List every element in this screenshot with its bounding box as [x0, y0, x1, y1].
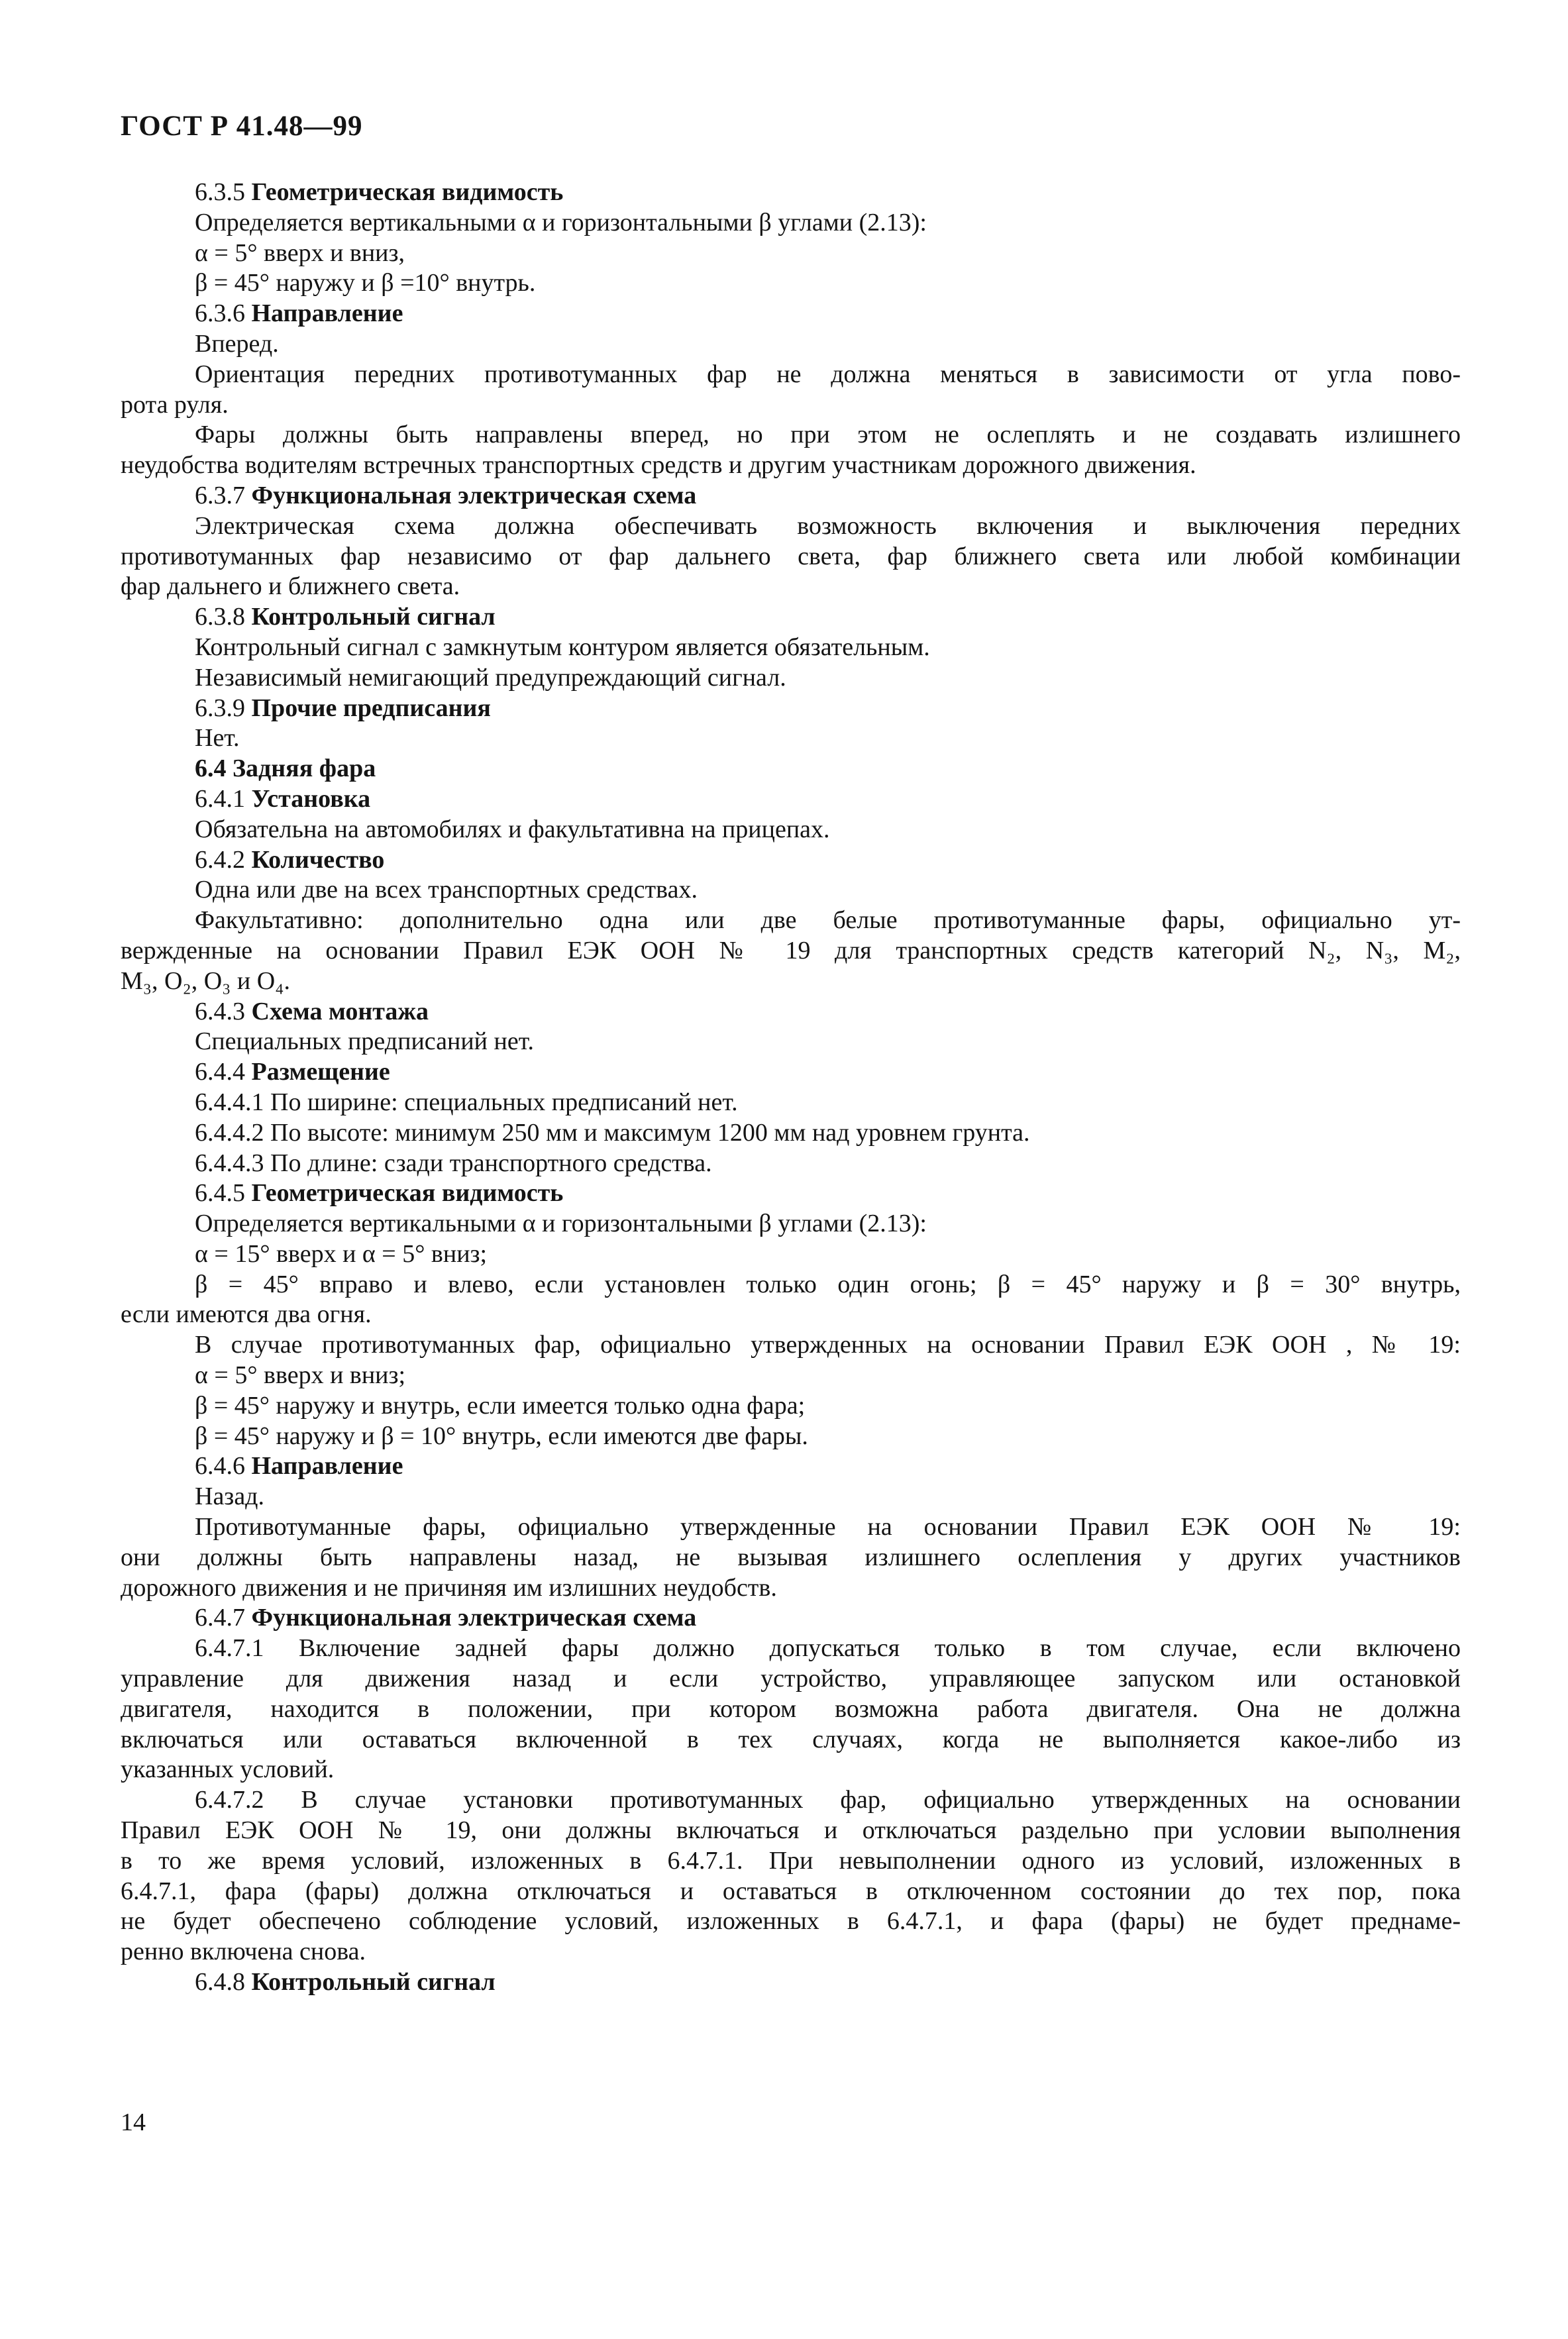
section-number: 6.4.4 [195, 1058, 245, 1086]
paragraph-line: управление для движения назад и если устройство, управляющее запуском или остановкой [121, 1665, 1461, 1693]
paragraph-line: дорожного движения и не причиняя им излишних неудобств. [121, 1573, 777, 1602]
paragraph-line: Правил ЕЭК ООН № 19, они должны включаться и отключаться раздельно при условии выполнения [121, 1816, 1461, 1845]
paragraph-line: Определяется вертикальными α и горизонтальными β углами (2.13): [195, 208, 927, 236]
section-heading [121, 602, 1461, 633]
paragraph-line: β = 45° наружу и внутрь, если имеется только одна фара; [195, 1391, 806, 1420]
section-number: 6.4.1 [195, 784, 245, 813]
paragraph-line: Фары должны быть направлены вперед, но при этом не ослеплять и не создавать излишнего [195, 421, 1461, 449]
section-title: Направление [251, 1452, 403, 1481]
section-number: 6.4.3 [195, 997, 245, 1025]
section-number: 6.3.6 [195, 299, 245, 328]
paragraph-line: Ориентация передних противотуманных фар не должна меняться в зависимости от угла пово- [195, 360, 1461, 388]
paragraph-line: Противотуманные фары, официально утвержденные на основании Правил ЕЭК ООН № 19: [195, 1513, 1461, 1541]
paragraph-line: Факультативно: дополнительно одна или две белые противотуманные фары, официально ут- [195, 906, 1461, 935]
section-number: 6.3.5 [195, 178, 245, 206]
section-heading [121, 1451, 1461, 1482]
paragraph-line: они должны быть направлены назад, не вызывая излишнего ослепления у других участников [121, 1543, 1461, 1571]
section-title: Прочие предписания [251, 694, 491, 722]
paragraph-line: Нет. [195, 724, 240, 753]
paragraph-line: 6.4.4.1 По ширине: специальных предписаний нет. [195, 1088, 738, 1116]
paragraph-line: 6.4.7.2 В случае установки противотуманных фар, официально утвержденных на основании [195, 1786, 1461, 1814]
paragraph-line: 6.4.4.2 По высоте: минимум 250 мм и максимум 1200 мм над уровнем грунта. [195, 1118, 1030, 1147]
paragraph-line: Назад. [195, 1482, 265, 1511]
paragraph-line: Электрическая схема должна обеспечивать возможность включения и выключения передних [195, 511, 1461, 540]
paragraph-line: если имеются два огня. [121, 1300, 372, 1329]
section-title: Функциональная электрическая схема [251, 481, 697, 509]
section-title: Геометрическая видимость [251, 1179, 564, 1208]
paragraph-line: Вперед. [195, 329, 279, 358]
paragraph-line: противотуманных фар независимо от фар дальнего света, фар ближнего света или любой комбинации [121, 542, 1461, 570]
paragraph-line: Контрольный сигнал с замкнутым контуром является обязательным. [195, 633, 930, 661]
section-title: Функциональная электрическая схема [251, 1604, 697, 1632]
paragraph-line: рота руля. [121, 390, 229, 419]
paragraph-line: α = 15° вверх и α = 5° вниз; [195, 1239, 488, 1268]
paragraph-line: не будет обеспечено соблюдение условий, изложенных в 6.4.7.1, и фара (фары) не будет преднаме- [121, 1907, 1461, 1936]
section-heading [121, 694, 1461, 724]
section-heading [121, 997, 1461, 1027]
paragraph-line: β = 45° вправо и влево, если установлен только один огонь; β = 45° наружу и β = 30° внутрь, [195, 1270, 1461, 1298]
section-heading: 6.4 Задняя фара [195, 754, 376, 783]
paragraph-line: неудобства водителям встречных транспортных средств и другим участникам дорожного движения. [121, 451, 1196, 480]
paragraph-line: в то же время условий, изложенных в 6.4.7.1. При невыполнении одного из условий, изложенных в [121, 1846, 1461, 1875]
section-heading [121, 784, 1461, 815]
paragraph-line: Обязательна на автомобилях и факультативна на прицепах. [195, 815, 830, 843]
page-number: 14 [121, 2108, 146, 2136]
section-number: 6.4.5 [195, 1179, 245, 1208]
document-header: ГОСТ Р 41.48—99 [121, 111, 363, 142]
section-number: 6.3.7 [195, 481, 245, 509]
section-heading [121, 845, 1461, 876]
paragraph-line: α = 5° вверх и вниз; [195, 1361, 406, 1390]
section-heading [121, 1178, 1461, 1209]
section-title: Контрольный сигнал [251, 1968, 496, 1997]
section-heading [121, 178, 1461, 208]
section-heading [121, 299, 1461, 329]
paragraph-line: Определяется вертикальными α и горизонтальными β углами (2.13): [195, 1210, 927, 1238]
section-title: Контрольный сигнал [251, 603, 496, 631]
section-number: 6.4.8 [195, 1968, 245, 1997]
section-heading [121, 481, 1461, 511]
document-body [121, 178, 1461, 1998]
paragraph-line: M₃, O₂, O₃ и O₄. [121, 966, 290, 995]
paragraph-line: В случае противотуманных фар, официально утвержденных на основании Правил ЕЭК ООН , № 19: [195, 1331, 1461, 1359]
paragraph-line: ренно включена снова. [121, 1938, 366, 1966]
section-number: 6.4.2 [195, 845, 245, 874]
section-title: Геометрическая видимость [251, 178, 564, 206]
paragraph-line: включаться или оставаться включенной в тех случаях, когда не выполняется какое-либо из [121, 1725, 1461, 1753]
paragraph-line: двигателя, находится в положении, при котором возможна работа двигателя. Она не должна [121, 1694, 1461, 1723]
paragraph-line: фар дальнего и ближнего света. [121, 572, 460, 601]
section-number: 6.3.9 [195, 694, 245, 722]
section-title: Схема монтажа [251, 997, 429, 1025]
paragraph-line: Независимый немигающий предупреждающий сигнал. [195, 663, 786, 692]
paragraph-line: α = 5° вверх и вниз, [195, 238, 405, 267]
section-number: 6.3.8 [195, 603, 245, 631]
section-title: Направление [251, 299, 403, 328]
section-heading [121, 1603, 1461, 1634]
section-title: Размещение [251, 1058, 390, 1086]
paragraph-line: вержденные на основании Правил ЕЭК ООН № 19 для транспортных средств категорий N₂, N₃, M₂, [121, 936, 1461, 964]
paragraph-line: 6.4.7.1, фара (фары) должна отключаться и оставаться в отключенном состоянии до тех пор, пока [121, 1877, 1461, 1905]
paragraph-line: 6.4.4.3 По длине: сзади транспортного средства. [195, 1149, 712, 1177]
section-title: Установка [251, 784, 371, 813]
paragraph-line: β = 45° наружу и β =10° внутрь. [195, 269, 536, 297]
section-heading [121, 1057, 1461, 1088]
paragraph-line: Специальных предписаний нет. [195, 1027, 534, 1056]
paragraph-line: указанных условий. [121, 1755, 335, 1784]
section-number: 6.4.7 [195, 1604, 245, 1632]
paragraph-line: 6.4.7.1 Включение задней фары должно допускаться только в том случае, если включено [195, 1634, 1461, 1663]
paragraph-line: Одна или две на всех транспортных средствах. [195, 876, 698, 904]
section-heading [121, 1967, 1461, 1998]
paragraph-line: β = 45° наружу и β = 10° внутрь, если имеются две фары. [195, 1422, 808, 1450]
section-title: Количество [251, 845, 385, 874]
section-number: 6.4.6 [195, 1452, 245, 1481]
